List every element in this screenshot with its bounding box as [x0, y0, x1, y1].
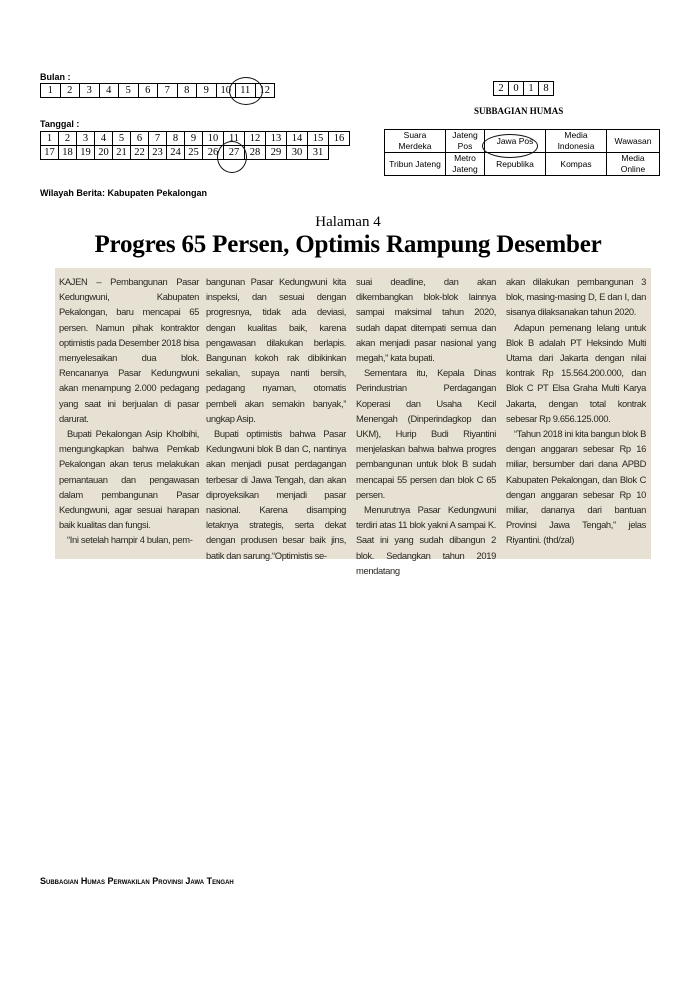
month-cell-7: 7 [158, 84, 178, 98]
day-cell-22: 22 [131, 146, 149, 160]
day-cell-27: 27 [224, 146, 245, 160]
paragraph: Adapun pemenang lelang untuk Blok B adalah PT Heksindo Multi Utama dari Jakarta dengan nilai kontrak Rp 15.564.200.000, dan Blok C PT Elsa Graha Multi Karya Jakarta, dengan total kontrak sebesar Rp 9.656.125.000. [506, 321, 646, 424]
month-cell-4: 4 [99, 84, 119, 98]
article-column-1 [59, 274, 199, 548]
tanggal-grid [40, 131, 350, 160]
day-cell-13: 13 [266, 132, 287, 146]
media-media-online: Media Online [607, 153, 660, 176]
day-cell-6: 6 [131, 132, 149, 146]
tanggal-label: Tanggal : [40, 119, 80, 129]
day-cell-16: 16 [329, 132, 350, 146]
halaman-label: Halaman 4 [315, 214, 381, 230]
selected-month-circle [229, 77, 263, 105]
month-cell-6: 6 [138, 84, 158, 98]
article-column-2 [206, 274, 346, 563]
paragraph: Menurutnya Pasar Kedungwuni terdiri atas 11 blok yakni A sampai K. Saat ini yang sudah dibangun 2 blok. Sedangkan tahun 2019 mendatang [356, 504, 496, 576]
day-cell-9: 9 [185, 132, 203, 146]
paragraph: Bupati optimistis bahwa Pasar Kedungwuni blok B dan C, nantinya akan menjadi pusat perdagangan terbesar di Jawa Tengah, dan akan diproyeksikan menjadi pasar nasional. Karena disamping letaknya strategis, serta dekat dengan produsen besar baik jins, batik dan sarung.“Optimistis se- [206, 428, 346, 561]
wilayah-berita: Wilayah Berita: Kabupaten Pekalongan [40, 188, 207, 198]
media-republika: Republika [485, 153, 546, 176]
paragraph: akan dilakukan pembangunan 3 blok, masing-masing D, E dan I, dan sisanya dilaksanakan tahun 2020. [506, 276, 646, 318]
media-jateng-pos: Jateng Pos [446, 130, 485, 153]
day-cell-30: 30 [287, 146, 308, 160]
article-column-4 [506, 274, 646, 548]
paragraph: bangunan Pasar Kedungwuni kita inspeksi, dan sesuai dengan progresnya, tidak ada deviasi, dengan kualitas baik, karena pengawasan dilakukan berlapis. Bangunan kokoh rak dibikinkan sekalian, supaya nanti bersih, pedagang nyaman, otomatis pembeli akan semakin banyak,” ungkap Asip. [206, 276, 346, 424]
day-cell-15: 15 [308, 132, 329, 146]
day-cell-21: 21 [113, 146, 131, 160]
media-tribun-jateng: Tribun Jateng [385, 153, 446, 176]
media-suara-merdeka: Suara Merdeka [385, 130, 446, 153]
year-digit-0: 0 [509, 82, 524, 96]
month-cell-9: 9 [197, 84, 217, 98]
year-digit-2: 2 [494, 82, 509, 96]
media-jawa-pos: Jawa Pos [485, 130, 546, 153]
bulan-label: Bulan : [40, 72, 71, 82]
month-cell-2: 2 [60, 84, 80, 98]
year-digit-1: 1 [524, 82, 539, 96]
media-metro-jateng: Metro Jateng [446, 153, 485, 176]
day-cell-17: 17 [41, 146, 59, 160]
month-cell-11: 11 [236, 84, 256, 98]
paragraph: “Ini setelah hampir 4 bulan, pem- [67, 534, 193, 546]
day-cell-24: 24 [167, 146, 185, 160]
day-cell-31: 31 [308, 146, 329, 160]
selected-media-circle [482, 134, 538, 158]
day-cell-3: 3 [77, 132, 95, 146]
day-cell-28: 28 [245, 146, 266, 160]
paragraph: “Tahun 2018 ini kita bangun blok B dengan anggaran sebesar Rp 16 miliar, bersumber dari dana APBD Kabupaten Pekalongan, dan Blok C dengan anggaran sebesar Rp 10 miliar, dananya dari bantuan Provinsi Jawa Tengah,” jelas Riyantini. (thd/zal) [506, 428, 646, 546]
day-cell-4: 4 [95, 132, 113, 146]
day-cell-26: 26 [203, 146, 224, 160]
article-column-3 [356, 274, 496, 578]
day-cell-10: 10 [203, 132, 224, 146]
day-cell-8: 8 [167, 132, 185, 146]
day-cell-1: 1 [41, 132, 59, 146]
footer-text: Subbagian Humas Perwakilan Provinsi Jawa Tengah [40, 876, 234, 886]
day-cell-18: 18 [59, 146, 77, 160]
media-wawasan: Wawasan [607, 130, 660, 153]
headline: Progres 65 Persen, Optimis Rampung Desember [94, 231, 602, 258]
month-cell-3: 3 [80, 84, 100, 98]
day-cell-29: 29 [266, 146, 287, 160]
paragraph: Bupati Pekalongan Asip Kholbihi, mengungkapkan bahwa Pemkab Pekalongan akan terus melakukan pemantauan dan pengawasan dalam pembangunan Pasar Kedungwuni, agar sesuai harapan baik kualitas dan fungsi. [59, 428, 199, 531]
year-digit-8: 8 [539, 82, 554, 96]
media-media-indonesia: Media Indonesia [546, 130, 607, 153]
subbagian-humas-label: SUBBAGIAN HUMAS [474, 106, 564, 116]
month-cell-8: 8 [177, 84, 197, 98]
tahun-grid [493, 81, 554, 96]
month-cell-12: 12 [255, 84, 275, 98]
day-cell-2: 2 [59, 132, 77, 146]
month-cell-5: 5 [119, 84, 139, 98]
selected-day-circle [217, 141, 247, 173]
day-cell-14: 14 [287, 132, 308, 146]
month-cell-10: 10 [216, 84, 236, 98]
day-cell-23: 23 [149, 146, 167, 160]
month-cell-1: 1 [41, 84, 61, 98]
day-cell-5: 5 [113, 132, 131, 146]
day-cell-12: 12 [245, 132, 266, 146]
paragraph: Sementara itu, Kepala Dinas Perindustrian Perdagangan Koperasi dan Usaha Kecil Menengah (Dinperindagkop dan UKM), Hurip Budi Riyantini menjelaskan bahwa bahwa progres pembangunan untuk blok B sudah mencapai 55 persen dan blok C 65 persen. [356, 367, 496, 500]
paragraph: suai deadline, dan akan dikembangkan blok-blok lainnya sampai maksimal tahun 2020, sudah dapat ditempati semua dan akan menjadi pasar nasional yang megah,” kata bupati. [356, 276, 496, 364]
day-cell-25: 25 [185, 146, 203, 160]
day-cell-11: 11 [224, 132, 245, 146]
news-clipping [55, 268, 651, 576]
paragraph: KAJEN – Pembangunan Pasar Kedungwuni, Kabupaten Pekalongan, baru mencapai 65 persen. Namun pihak kontraktor optimistis pada Desember 2018 bisa menyelesaikan dua blok. Rencananya Pasar Kedungwuni akan menampung 2.000 pedagang yang saat ini berjualan di pasar darurat. [59, 276, 199, 424]
day-cell-19: 19 [77, 146, 95, 160]
day-cell-7: 7 [149, 132, 167, 146]
media-kompas: Kompas [546, 153, 607, 176]
day-cell-20: 20 [95, 146, 113, 160]
